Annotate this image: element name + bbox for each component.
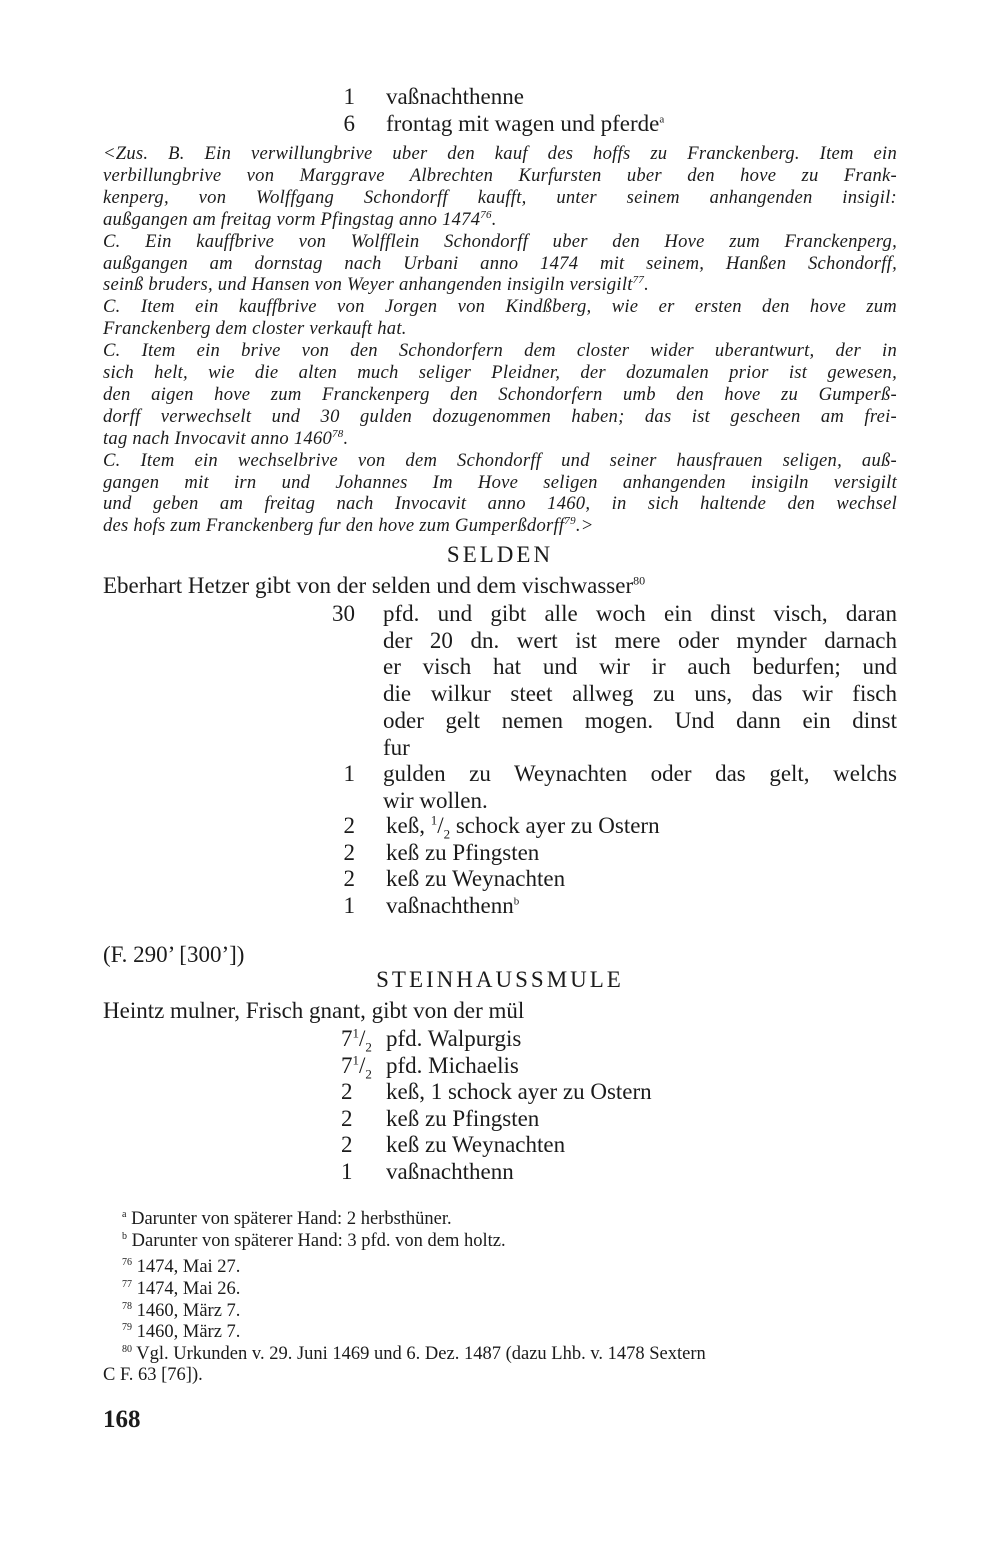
addition-line: des hofs zum Franckenberg fur den hove zum Gumperßdorff$^{79}$.> bbox=[103, 515, 594, 537]
footnote-mark: b bbox=[513, 894, 520, 907]
footnote: $^b$ Darunter von späterer Hand: 3 pfd. von dem holtz. bbox=[122, 1230, 506, 1251]
entry-number: 1 bbox=[343, 892, 355, 918]
entry-text: pfd. Walpurgis bbox=[386, 1026, 522, 1051]
addition-line: Franckenberg dem closter verkauft hat. bbox=[103, 318, 407, 340]
entry-number: 2 bbox=[343, 839, 355, 865]
addition-line: dorff verwechselt und 30 gulden dozugenommen haben; das ist gescheen am frei- bbox=[103, 405, 897, 427]
entry-text: keß zu Weynachten bbox=[386, 1132, 566, 1158]
entry-number: 2 bbox=[341, 1105, 353, 1131]
fraction: $^1/_2$ bbox=[352, 1051, 372, 1082]
footnote: $^{77}$ 1474, Mai 26. bbox=[122, 1278, 241, 1299]
entry-number: 2 bbox=[343, 866, 355, 891]
footnote-label: b bbox=[122, 1230, 127, 1242]
selden-paragraph-line: fur bbox=[383, 734, 410, 760]
entry-number: 2 bbox=[341, 1079, 353, 1105]
footnote-label: 79 bbox=[122, 1322, 132, 1334]
footnote-ref: 76 bbox=[480, 208, 492, 221]
page-number: 168 bbox=[103, 1406, 141, 1433]
entry-text: keß zu Weynachten bbox=[386, 866, 566, 891]
selden-paragraph-line: die wilkur steet allweg zu uns, das wir fisch bbox=[383, 681, 897, 707]
addition-line: C. Item ein wechselbrive von dem Schondorff und seiner hausfrauen seligen, auß- bbox=[103, 449, 897, 471]
footnote: $^{78}$ 1460, März 7. bbox=[122, 1300, 241, 1321]
addition-line: kenperg, von Wolffgang Schondorff kaufft, unter seinem anhangenden insigil: bbox=[103, 186, 897, 208]
selden-gulden-amount: 1 bbox=[343, 761, 355, 786]
footnote-label: 76 bbox=[122, 1256, 132, 1268]
footnote: $^{76}$ 1474, Mai 27. bbox=[122, 1256, 241, 1277]
footnote-label: 78 bbox=[122, 1300, 132, 1312]
addition-line: C. Ein kauffbrive von Wolfflein Schondorff uber den Hove zum Franckenperg, bbox=[103, 230, 897, 252]
footnote-label: 80 bbox=[122, 1344, 132, 1356]
footnote: $^{80}$ Vgl. Urkunden v. 29. Juni 1469 und 6. Dez. 1487 (dazu Lhb. v. 1478 Sextern bbox=[122, 1344, 706, 1365]
footnote-ref: 79 bbox=[564, 515, 576, 528]
entry-text: vaßnachthenn bbox=[386, 1159, 514, 1184]
fraction: $^1/_2$ bbox=[352, 1025, 372, 1055]
footnote-ref: 78 bbox=[332, 427, 344, 440]
entry-text: vaßnachthenn$^b$ bbox=[386, 892, 520, 918]
footnote: $^a$ Darunter von späterer Hand: 2 herbsthüner. bbox=[122, 1208, 452, 1229]
addition-line: und geben am freitag nach Invocavit anno 1460, in sich haltende den wechsel bbox=[103, 493, 897, 515]
folio-reference: (F. 290’ [300’]) bbox=[103, 942, 245, 967]
section-heading-selden: SELDEN bbox=[446, 542, 554, 567]
selden-paragraph-line: pfd. und gibt alle woch ein dinst visch, daran bbox=[383, 601, 897, 626]
addition-line: den aigen hove zum Franckenperg den Schondorfern umb den hove zu Gumperß- bbox=[103, 383, 897, 405]
entry-number: 2 bbox=[341, 1132, 353, 1158]
entry-text: keß, 1 schock ayer zu Ostern bbox=[386, 1079, 652, 1105]
addition-line: seinß bruders, und Hansen von Weyer anhangenden insigiln versigilt$^{77}$. bbox=[103, 274, 650, 296]
entry-number: $7^1/_2$ bbox=[341, 1051, 372, 1082]
addition-line: sich helt, wie die alten much seliger Pleidner, der dozumalen prior ist gewesen, bbox=[103, 362, 897, 383]
selden-paragraph-line: der 20 dn. wert ist mere oder mynder darnach bbox=[383, 627, 897, 653]
entry-text: keß, $^1/_2$ schock ayer zu Ostern bbox=[386, 812, 660, 842]
entry-number: 6 bbox=[343, 111, 355, 136]
entry-text: vaßnachthenne bbox=[386, 84, 524, 109]
footnote-label: 77 bbox=[122, 1278, 132, 1290]
addition-line: verbillungbrive von Marggrave Albrechten Kurfursten uber den hove zu Frank- bbox=[103, 164, 897, 186]
selden-gulden-line: wir wollen. bbox=[383, 788, 488, 813]
selden-gulden-line: gulden zu Weynachten oder das gelt, welchs bbox=[383, 761, 897, 786]
footnote-ref: 77 bbox=[632, 274, 645, 287]
entry-text: frontag mit wagen und pferde$^a$ bbox=[386, 111, 665, 136]
selden-amount: 30 bbox=[332, 601, 355, 626]
selden-paragraph-line: er visch hat und wir ir auch bedurfen; und bbox=[383, 654, 897, 680]
entry-number: 1 bbox=[341, 1159, 353, 1184]
footnote-label: a bbox=[122, 1208, 127, 1220]
footnote-mark: a bbox=[659, 113, 665, 126]
selden-paragraph-line: oder gelt nemen mogen. Und dann ein dinst bbox=[383, 707, 897, 733]
addition-line: außgangen am freitag vorm Pfingstag anno 1474$^{76}$. bbox=[103, 208, 497, 230]
entry-number: 2 bbox=[343, 813, 355, 838]
entry-text: keß zu Pfingsten bbox=[386, 839, 540, 865]
entry-text: keß zu Pfingsten bbox=[386, 1105, 540, 1131]
footnote-80-continued: C F. 63 [76]). bbox=[103, 1365, 203, 1385]
addition-line: C. Item ein brive von den Schondorfern dem closter wider uberantwurt, der in bbox=[103, 340, 897, 362]
entry-number: $7^1/_2$ bbox=[341, 1025, 372, 1055]
addition-line: <Zus. B. Ein verwillungbrive uber den kauf des hoffs zu Franckenberg. Item ein bbox=[103, 143, 897, 164]
fraction: $^1/_2$ bbox=[430, 812, 451, 842]
entry-number: 1 bbox=[343, 84, 355, 109]
selden-intro: Eberhart Hetzer gibt von der selden und dem vischwasser$^{80}$ bbox=[103, 573, 646, 598]
steinhaus-intro: Heintz mulner, Frisch gnant, gibt von der mül bbox=[103, 998, 525, 1023]
footnote: $^{79}$ 1460, März 7. bbox=[122, 1322, 241, 1343]
addition-line: tag nach Invocavit anno 1460$^{78}$. bbox=[103, 427, 349, 449]
addition-line: C. Item ein kauffbrive von Jorgen von Kindßberg, wie er ersten den hove zum bbox=[103, 296, 897, 318]
addition-line: außgangen am dornstag nach Urbani anno 1474 mit seinem, Hanßen Schondorff, bbox=[103, 252, 897, 274]
entry-text: pfd. Michaelis bbox=[386, 1052, 519, 1078]
section-heading-steinhaussmule: STEINHAUSSMULE bbox=[376, 967, 624, 992]
addition-line: gangen mit irn und Johannes Im Hove seligen anhangenden insigiln versigilt bbox=[103, 471, 897, 493]
